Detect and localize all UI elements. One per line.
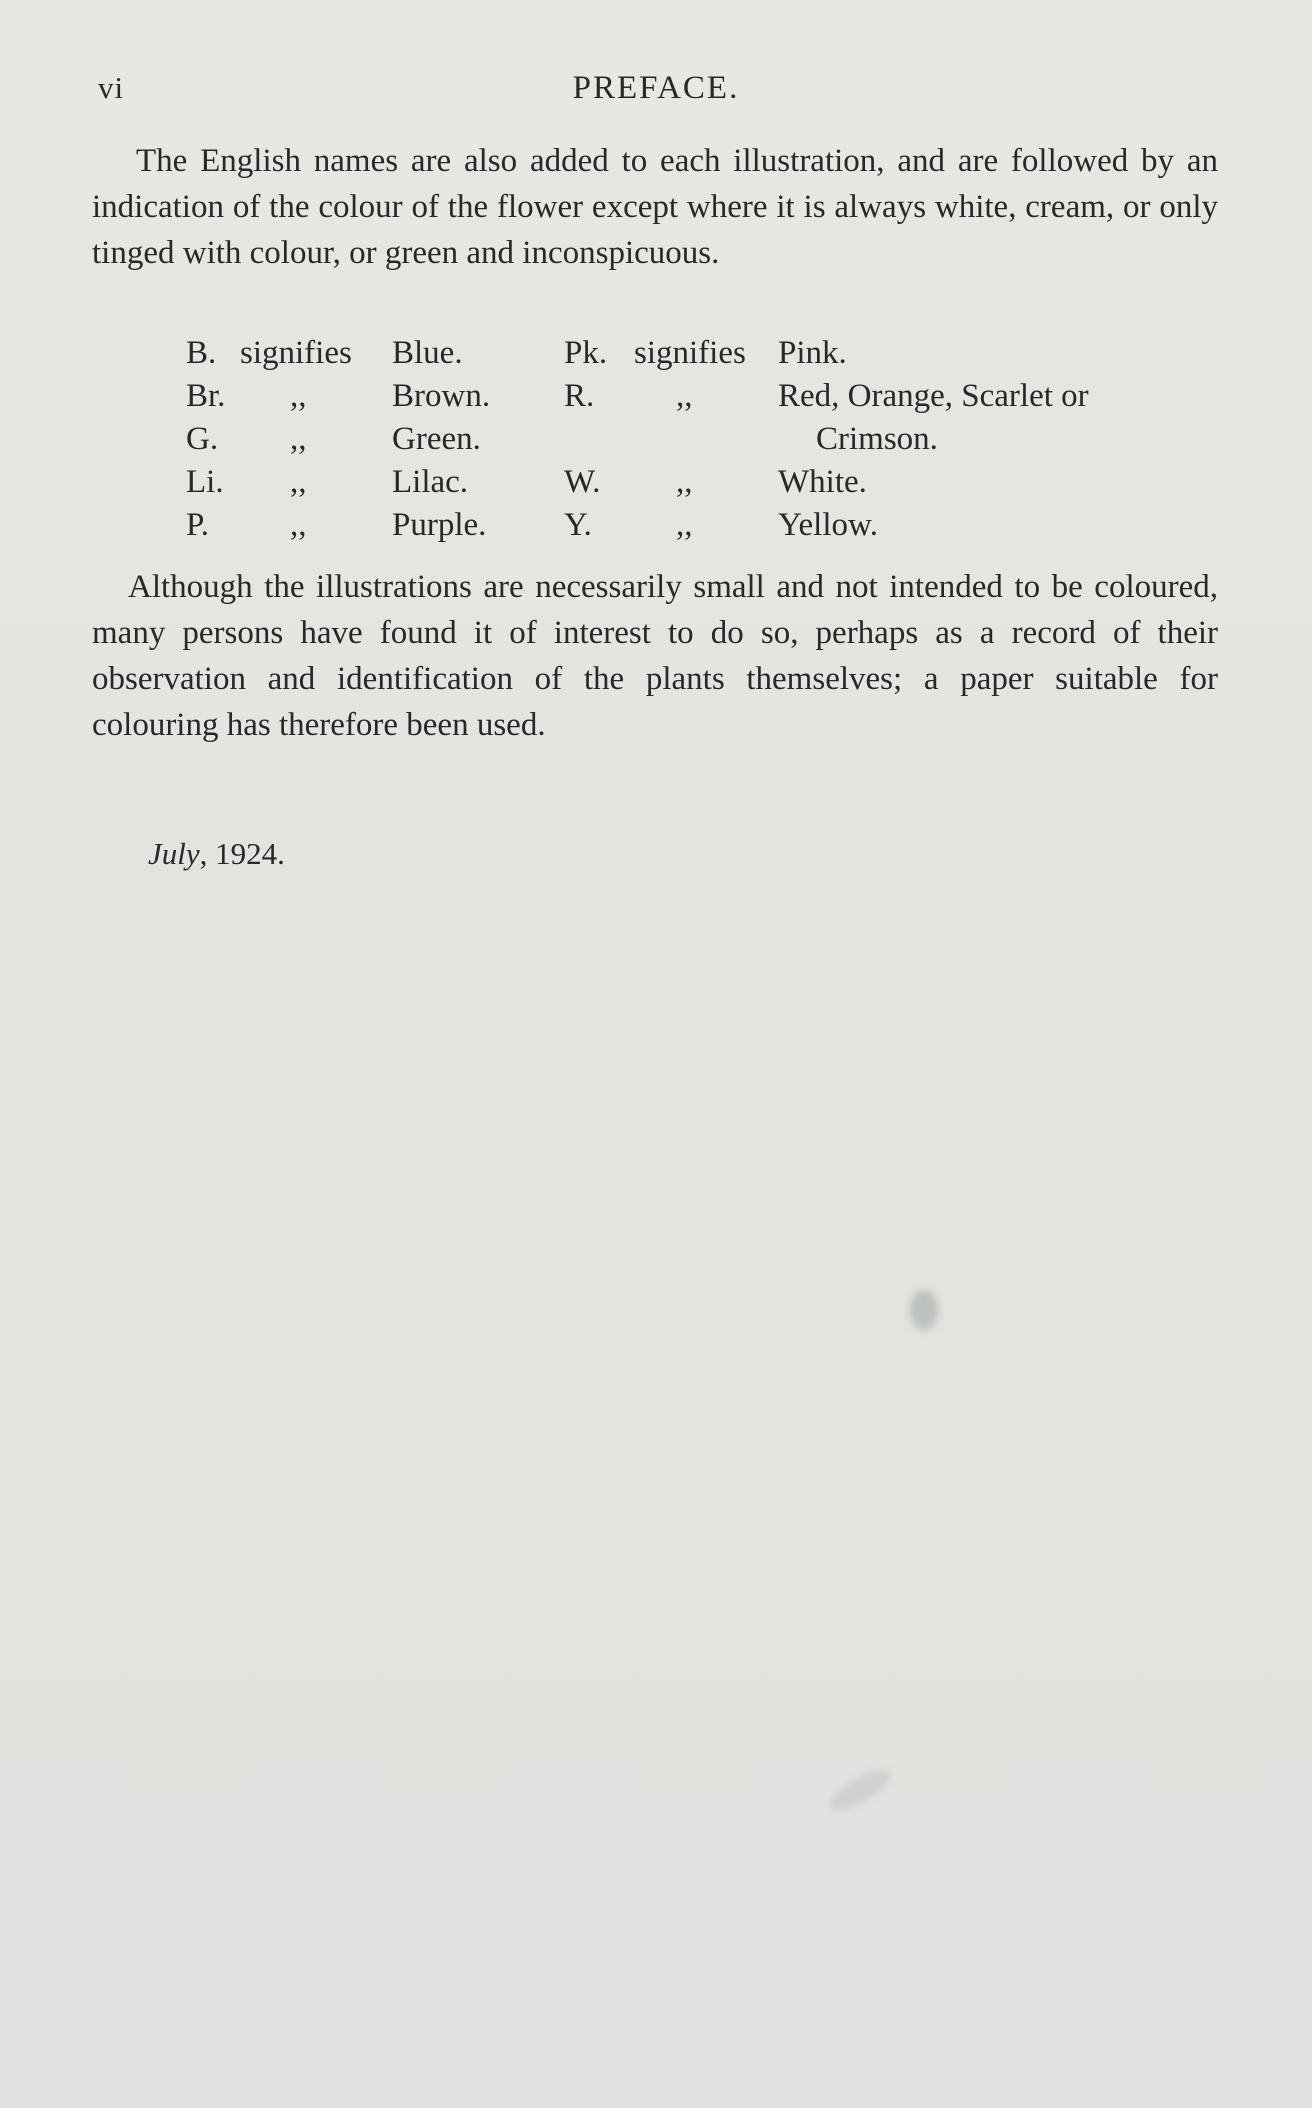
abbr-brown: Br. — [186, 378, 226, 414]
colour-lilac: Lilac. — [392, 464, 469, 500]
colour-key-row-lilac-white — [186, 461, 1226, 504]
dateline-year: , 1924. — [199, 836, 285, 871]
ditto-mark: ,, — [290, 464, 307, 500]
abbr-blue: B. — [186, 335, 217, 371]
running-head — [0, 70, 1312, 110]
paragraph-colouring-note: Although the illustrations are necessarily small and not intended to be coloured, many persons have found it of interest to do so, perhaps as a record of their observation and identification of the plants themselves; a paper suitable for colouring has therefore been used. — [92, 569, 1218, 743]
colour-key-row-purple-yellow — [186, 504, 1226, 547]
ditto-mark: ,, — [676, 464, 693, 500]
ditto-mark: ,, — [676, 507, 693, 543]
page-title: PREFACE. — [572, 70, 740, 106]
paper-smudge — [910, 1290, 938, 1330]
colour-green: Green. — [392, 421, 481, 457]
abbr-red: R. — [564, 378, 595, 414]
colour-crimson: Crimson. — [816, 421, 938, 457]
ditto-mark: ,, — [676, 378, 693, 414]
colour-white: White. — [778, 464, 867, 500]
colour-red: Red, Orange, Scarlet or — [778, 378, 1089, 414]
colour-blue: Blue. — [392, 335, 463, 371]
colour-purple: Purple. — [392, 507, 487, 543]
paper-smudge — [824, 1762, 897, 1818]
ditto-mark: ,, — [290, 507, 307, 543]
ditto-mark: ,, — [290, 378, 307, 414]
dateline-month: July — [148, 836, 200, 871]
abbr-pink: Pk. — [564, 335, 608, 371]
abbr-white: W. — [564, 464, 601, 500]
colour-pink: Pink. — [778, 335, 847, 371]
colour-key-row-blue-pink — [186, 332, 1226, 375]
abbr-purple: P. — [186, 507, 209, 543]
colour-brown: Brown. — [392, 378, 491, 414]
abbr-green: G. — [186, 421, 219, 457]
colour-key-table — [186, 332, 1226, 547]
dateline — [148, 836, 285, 872]
signifies-label: signifies — [240, 335, 352, 371]
ditto-mark: ,, — [290, 421, 307, 457]
signifies-label: signifies — [634, 335, 746, 371]
page-number: vi — [98, 70, 125, 105]
paragraph-english-names: The English names are also added to each illustration, and are followed by an indication of the colour of the flower except where it is always white, cream, or only tinged with colour, or green and inconspicuous. — [92, 143, 1218, 271]
colour-yellow: Yellow. — [778, 507, 878, 543]
abbr-yellow: Y. — [564, 507, 592, 543]
colour-key-row-brown-red — [186, 375, 1226, 418]
abbr-lilac: Li. — [186, 464, 224, 500]
colour-key-row-green — [186, 418, 1226, 461]
